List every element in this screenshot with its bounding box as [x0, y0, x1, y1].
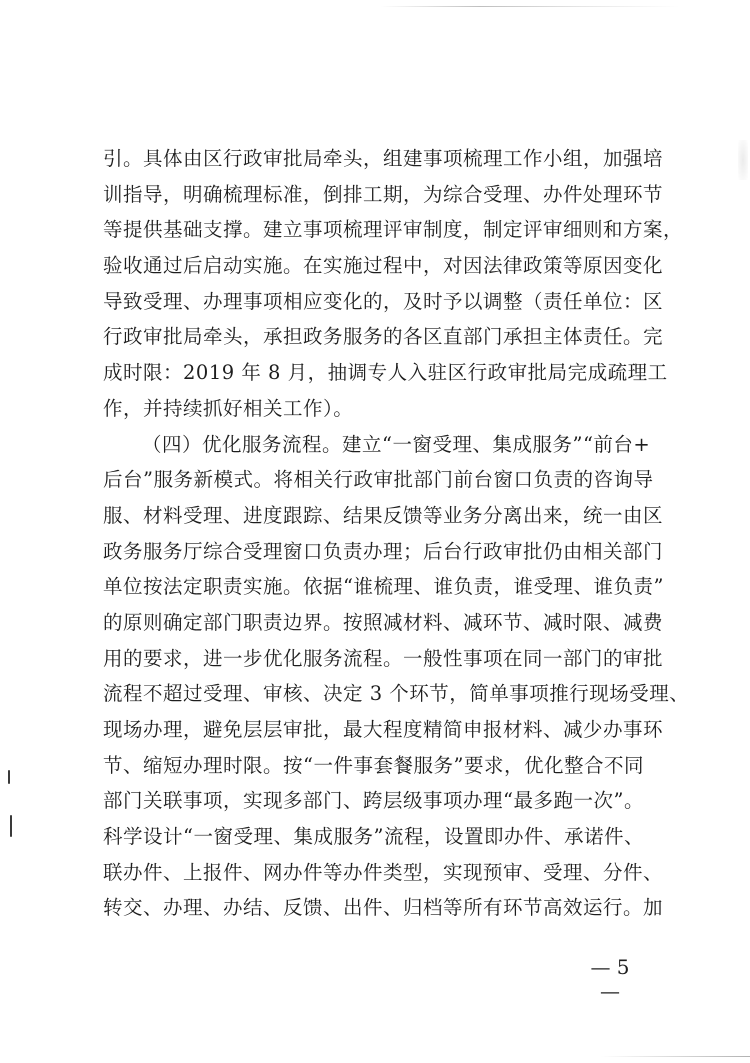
binding-mark	[10, 815, 12, 837]
page-number: — 5 —	[590, 955, 630, 1003]
text-line: 节、缩短办理时限。按“一件事套餐服务”要求，优化整合不同	[103, 753, 644, 777]
text-line: 转交、办理、办结、反馈、出件、归档等所有环节高效运行。加	[103, 896, 664, 920]
text-line: 联办件、上报件、网办件等办件类型，实现预审、受理、分件、	[103, 860, 664, 884]
text-line: 引。具体由区行政审批局牵头，组建事项梳理工作小组，加强培	[103, 147, 664, 170]
text-line: 政务服务厅综合受理窗口负责办理；后台行政审批仍由相关部门	[103, 539, 664, 563]
text-line: 作，并持续抓好相关工作）。	[103, 396, 354, 420]
text-line: 验收通过后启动实施。在实施过程中，对因法律政策等原因变化	[103, 254, 664, 278]
text-line: 服、材料受理、进度跟踪、结果反馈等业务分离出来，统一由区	[103, 503, 664, 527]
text-line: 现场办理，避免层层审批，最大程度精简申报材料、减少办事环	[103, 718, 664, 741]
text-line: 科学设计“一窗受理、集成服务”流程，设置即办件、承诺件、	[103, 825, 644, 849]
text-line: 单位按法定职责实施。依据“谁梳理、谁负责，谁受理、谁负责”	[103, 575, 664, 599]
scan-artifact-edge	[738, 140, 748, 180]
binding-mark	[8, 770, 10, 784]
text-line: 导致受理、办理事项相应变化的，及时予以调整（责任单位：区	[103, 289, 664, 313]
text-line: 后台”服务新模式。将相关行政审批部门前台窗口负责的咨询导	[103, 468, 654, 492]
scan-artifact-top	[380, 6, 680, 7]
text-line: 行政审批局牵头，承担政务服务的各区直部门承担主体责任。完	[103, 325, 664, 349]
text-line: 用的要求，进一步优化服务流程。一般性事项在同一部门的审批	[103, 646, 664, 670]
text-line: 部门关联事项，实现多部门、跨层级事项办理“最多跑一次”。	[103, 789, 644, 813]
text-line: 的原则确定部门职责边界。按照减材料、减环节、减时限、减费	[103, 610, 664, 634]
section-heading-line: （四）优化服务流程。建立“一窗受理、集成服务”“前台+	[142, 432, 651, 456]
text-line: 训指导，明确梳理标准，倒排工期，为综合受理、办件处理环节	[103, 182, 664, 206]
scan-artifact-bottom	[600, 1056, 750, 1057]
text-line: 等提供基础支撑。建立事项梳理评审制度，制定评审细则和方案，	[103, 218, 684, 242]
text-line: 成时限：2019 年 8 月，抽调专人入驻区行政审批局完成疏理工	[103, 361, 668, 385]
body-text	[103, 141, 690, 926]
text-line: 流程不超过受理、审核、决定 3 个环节，简单事项推行现场受理、	[103, 682, 690, 706]
